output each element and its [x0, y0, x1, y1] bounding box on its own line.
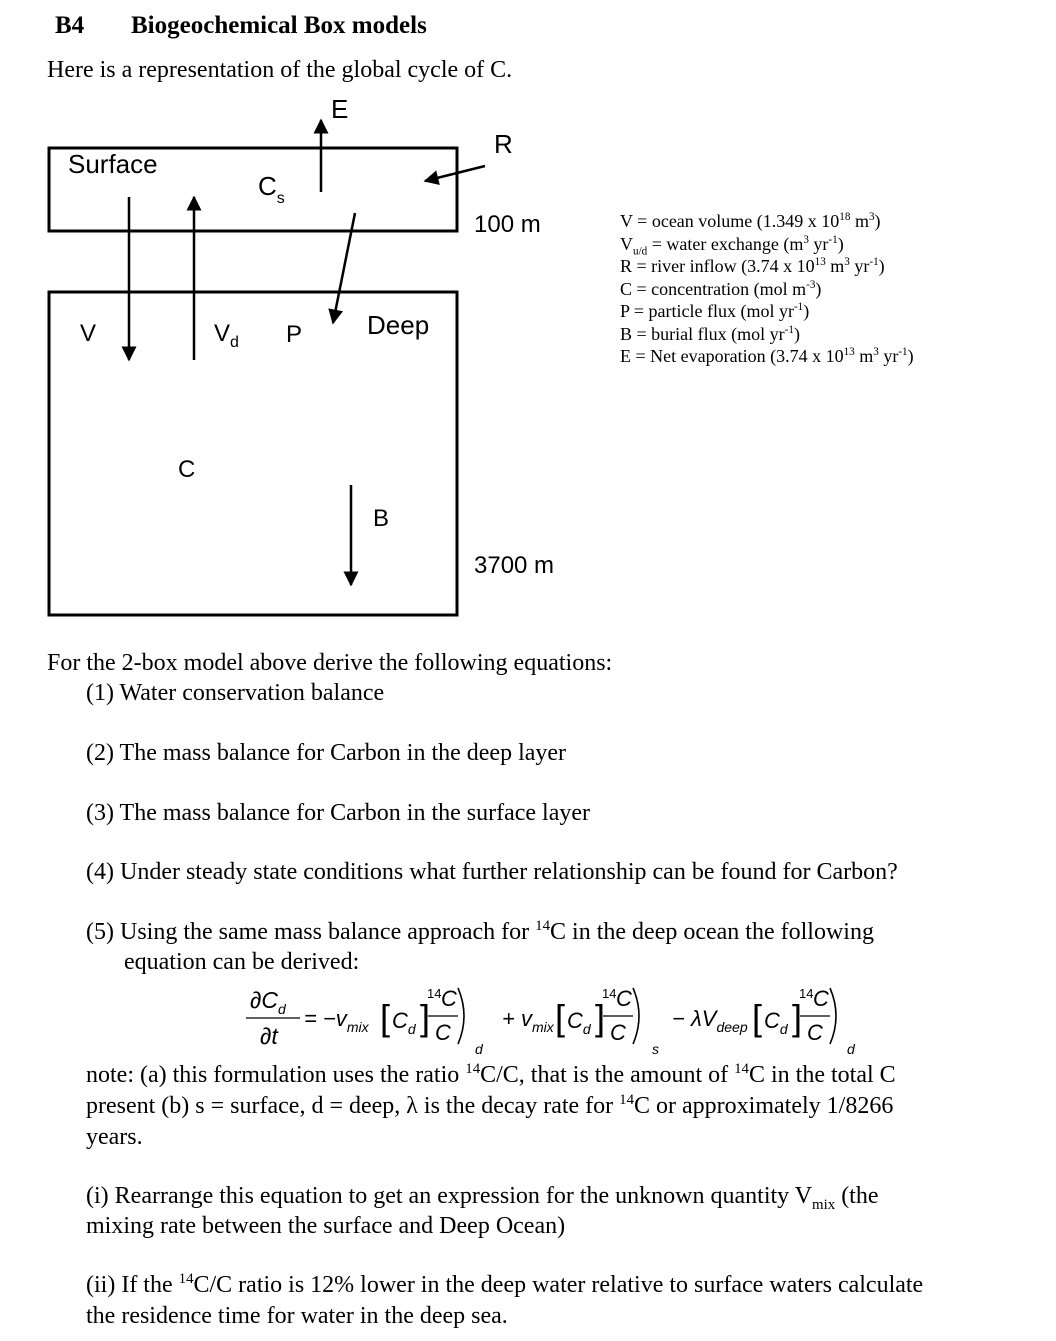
- legend-b: B = burial flux (mol $yr^{-1}$): [620, 323, 800, 344]
- eq-term2-cd: $C_d$: [567, 1008, 591, 1037]
- section-title: Biogeochemical Box models: [131, 12, 427, 39]
- part-ii-line-2: the residence time for water in the deep sea.: [86, 1303, 508, 1329]
- eq-sub-d: d: [847, 1041, 855, 1057]
- note-line-3: years.: [86, 1124, 143, 1150]
- eq-ratio-den: C: [610, 1020, 626, 1045]
- label-vd: $V_d$: [214, 320, 239, 351]
- deep-box: [49, 292, 457, 615]
- section-number: B4: [55, 12, 85, 39]
- question-5-line2: equation can be derived:: [124, 949, 360, 975]
- eq-bracket: [: [555, 997, 566, 1038]
- eq-ratio-sup: 14: [427, 986, 442, 1001]
- eq-lhs-num: $\partial C_d$: [250, 987, 286, 1017]
- label-c: C: [178, 456, 196, 483]
- eq-term3-cd: $C_d$: [764, 1008, 788, 1037]
- eq-term1-coef: = $-v_{mix}$: [304, 1006, 369, 1035]
- legend-c: C = concentration (mol $m^{-3}$): [620, 278, 822, 299]
- eq-bracket: [: [752, 997, 763, 1038]
- legend-p: P = particle flux (mol $yr^{-1}$): [620, 301, 810, 321]
- box-model-diagram: [0, 0, 640, 630]
- label-b: B: [373, 505, 390, 532]
- equation: [240, 978, 880, 1062]
- eq-sub-d: d: [475, 1041, 483, 1057]
- part-i-line-1: (i) Rearrange this equation to get an expression for the unknown quantity $V_{mix}$ (the: [86, 1183, 879, 1213]
- question-3: (3) The mass balance for Carbon in the surface layer: [86, 800, 591, 826]
- question-5: (5) Using the same mass balance approach for $^{14}$C in the deep ocean the following: [86, 918, 874, 945]
- eq-bracket: ]: [420, 997, 431, 1038]
- eq-ratio-den: C: [807, 1020, 823, 1045]
- eq-ratio-num: C: [441, 986, 457, 1011]
- eq-bracket: [: [380, 997, 391, 1038]
- legend-v: V = ocean volume (1.349 x $10^{18}$ $m^3$): [620, 211, 881, 231]
- note-line-2: present (b) s = surface, d = deep, λ is the decay rate for $^{14}$C or approximately 1/8266: [86, 1092, 894, 1119]
- question-2: (2) The mass balance for Carbon in the deep layer: [86, 740, 567, 766]
- eq-term1-cd: $C_d$: [392, 1008, 416, 1037]
- part-ii-line-1: (ii) If the $^{14}$C/C ratio is 12% lower in the deep water relative to surface waters calculate: [86, 1271, 924, 1298]
- eq-term2-coef: + $v_{mix}$: [502, 1006, 554, 1035]
- label-3700m: 3700 m: [474, 552, 555, 579]
- eq-ratio-sup: 14: [799, 986, 814, 1001]
- eq-ratio-sup: 14: [602, 986, 617, 1001]
- eq-bracket: ]: [792, 997, 803, 1038]
- question-4: (4) Under steady state conditions what further relationship can be found for Carbon?: [86, 859, 898, 885]
- label-cs: $C_s$: [258, 171, 285, 207]
- eq-sub-s: s: [652, 1041, 659, 1057]
- label-e: E: [331, 94, 349, 124]
- variable-legend: [620, 210, 914, 368]
- eq-term3-coef: − $\lambda V_{deep}$: [672, 1006, 748, 1035]
- river-arrow: [425, 166, 485, 181]
- label-100m: 100 m: [474, 211, 541, 238]
- label-deep: Deep: [367, 310, 430, 340]
- eq-lhs-den: ∂t: [260, 1023, 278, 1049]
- label-r: R: [494, 129, 513, 159]
- label-p: P: [286, 321, 303, 348]
- question-1: (1) Water conservation balance: [86, 680, 385, 706]
- part-i-line-2: mixing rate between the surface and Deep Ocean): [86, 1213, 566, 1239]
- eq-ratio-den: C: [435, 1020, 451, 1045]
- legend-e: E = Net evaporation (3.74 x $10^{13}$ $m^3$ $yr^{-1}$): [620, 346, 914, 366]
- label-v: V: [80, 320, 97, 347]
- note-line-1: note: (a) this formulation uses the ratio $^{14}$C/C, that is the amount of $^{14}$C in the total C: [86, 1061, 896, 1088]
- eq-ratio-num: C: [813, 986, 829, 1011]
- label-surface: Surface: [68, 149, 158, 179]
- legend-r: R = river inflow (3.74 x $10^{13}$ $m^3$ $yr^{-1}$): [620, 256, 885, 276]
- eq-bracket: ]: [595, 997, 606, 1038]
- eq-ratio-num: C: [616, 986, 632, 1011]
- legend-vud: $V_{u/d}$ = water exchange ($m^3$ $yr^{-1}$): [620, 233, 844, 258]
- questions-lead: For the 2-box model above derive the following equations:: [47, 650, 613, 676]
- intro-text: Here is a representation of the global cycle of C.: [47, 57, 513, 83]
